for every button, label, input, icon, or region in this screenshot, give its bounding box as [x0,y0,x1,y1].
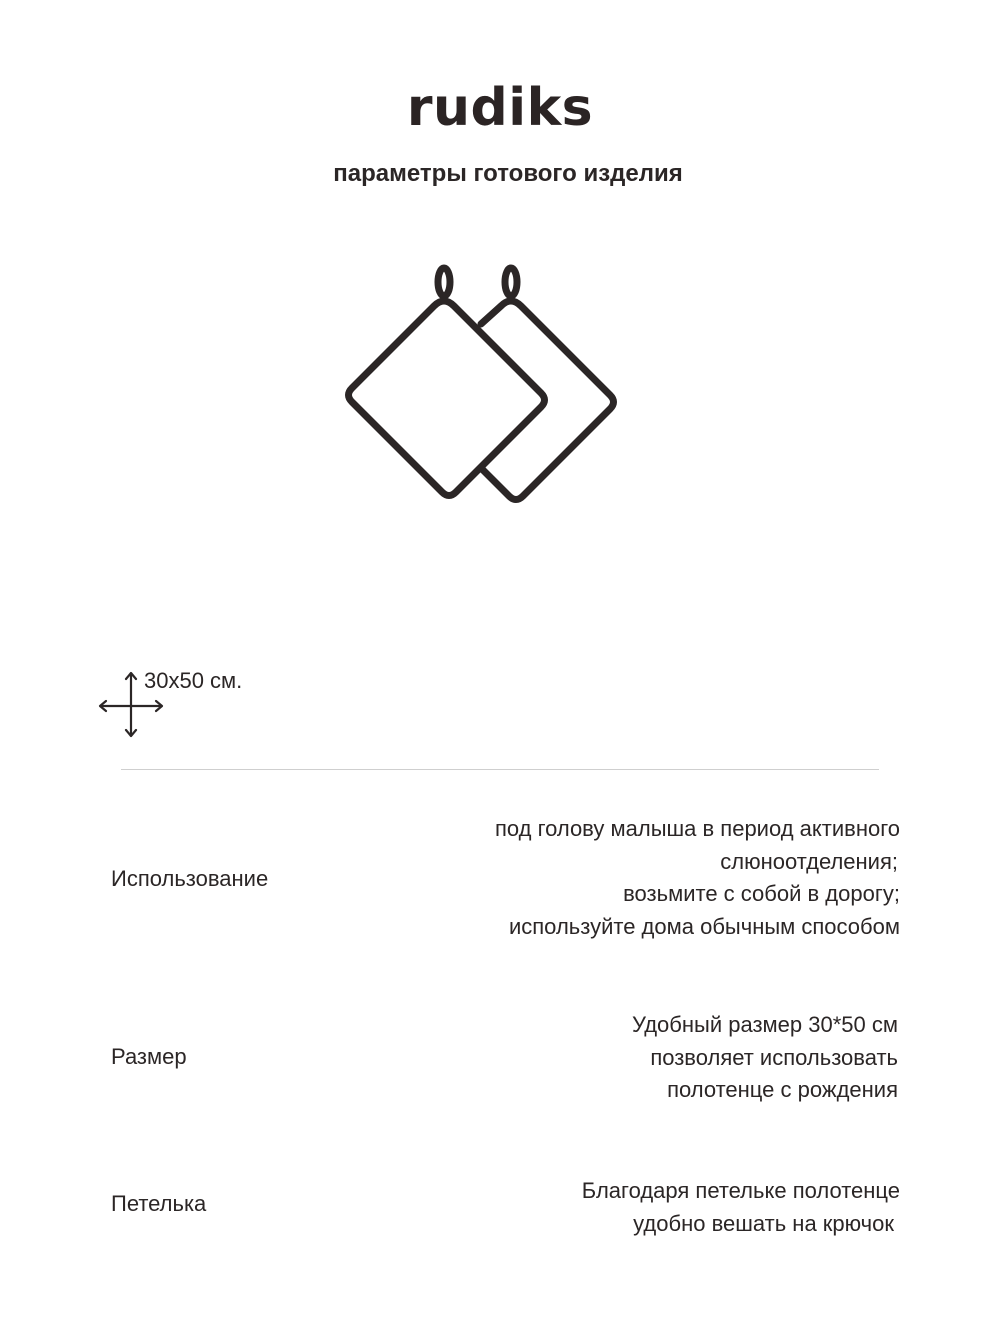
usage-value [380,813,900,943]
size-line: Удобный размер 30*50 см [631,1012,898,1037]
usage-label: Использование [111,866,269,891]
usage-line: возьмите с собой в дорогу; [623,881,900,906]
section-divider [121,769,879,770]
back-towel-loop [505,268,517,296]
size-description [378,1009,898,1107]
size-line: полотенце с рождения [667,1077,898,1102]
usage-line: слюноотделения; [720,848,898,874]
size-value: 30х50 см. [144,668,243,693]
towel-illustration [340,262,620,508]
usage-line: под голову малыша в период активного [494,816,900,841]
loop-line: Благодаря петельке полотенце [581,1178,900,1203]
size-line: позволяет использовать [650,1044,898,1070]
two-hanging-towels-icon [340,262,620,508]
front-towel-loop [438,268,450,296]
front-towel [349,301,545,496]
usage-line: используйте дома обычным способом [508,913,900,939]
page-subtitle: параметры готового изделия [333,160,683,187]
brand-logo: rudiks [406,78,594,138]
size-indicator [98,668,358,740]
loop-label: Петелька [111,1191,207,1216]
loop-line: удобно вешать на крючок [633,1210,894,1236]
size-label: Размер [111,1044,187,1069]
loop-description [380,1175,900,1240]
